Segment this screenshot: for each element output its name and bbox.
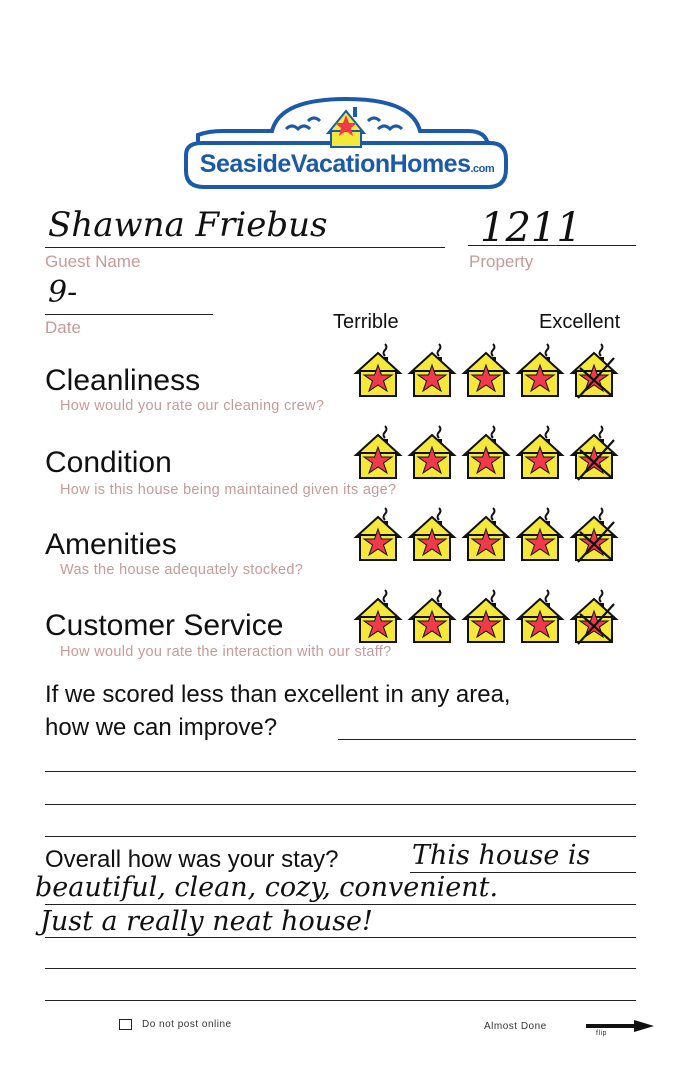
rating-house-icon[interactable] [514, 504, 566, 564]
rating-house-icon[interactable] [406, 340, 458, 400]
scale-high-label: Excellent [539, 311, 621, 333]
date-value: 9- [48, 275, 78, 310]
rating-houses[interactable] [352, 504, 612, 564]
overall-answer-line[interactable] [45, 1000, 636, 1001]
overall-answer-line[interactable] [45, 904, 636, 905]
do-not-post-label: Do not post online [142, 1019, 232, 1030]
guest-name-line [45, 247, 445, 248]
rating-house-icon[interactable] [514, 422, 566, 482]
rating-house-icon[interactable] [568, 340, 620, 400]
brand-main-text: SeasideVacationHomes [199, 150, 471, 178]
rating-house-icon[interactable] [514, 340, 566, 400]
rating-house-icon[interactable] [406, 586, 458, 646]
rating-hint: How is this house being maintained given its age? [60, 482, 397, 498]
rating-houses[interactable] [352, 586, 612, 646]
rating-house-icon[interactable] [460, 504, 512, 564]
logo-arch-graphic [168, 95, 524, 195]
improve-answer-line[interactable] [45, 804, 636, 805]
flip-label: flip [596, 1030, 607, 1037]
logo-house-icon [328, 107, 364, 147]
guest-name-label: Guest Name [45, 252, 141, 271]
rating-category: Customer Service [45, 609, 284, 642]
brand-logo [168, 95, 524, 195]
improve-answer-line[interactable] [45, 836, 636, 837]
almost-done-label: Almost Done [484, 1021, 547, 1032]
rating-hint: How would you rate the interaction with our staff? [60, 644, 392, 660]
rating-house-icon[interactable] [406, 422, 458, 482]
rating-house-icon[interactable] [568, 586, 620, 646]
scale-low-label: Terrible [333, 311, 399, 333]
rating-house-icon[interactable] [460, 340, 512, 400]
overall-answer-line[interactable] [45, 937, 636, 938]
brand-name [182, 150, 512, 179]
rating-house-icon[interactable] [568, 422, 620, 482]
rating-house-icon[interactable] [406, 504, 458, 564]
overall-answer-line1: This house is [412, 840, 591, 871]
date-label: Date [45, 318, 81, 337]
rating-hint: How would you rate our cleaning crew? [60, 398, 325, 414]
overall-answer-line3: Just a really neat house! [40, 906, 373, 937]
do-not-post-checkbox[interactable] [119, 1019, 132, 1030]
rating-houses[interactable] [352, 340, 612, 400]
rating-house-icon[interactable] [514, 586, 566, 646]
property-value: 1211 [480, 205, 582, 251]
rating-category: Amenities [45, 528, 177, 561]
rating-house-icon[interactable] [460, 586, 512, 646]
rating-house-icon[interactable] [352, 504, 404, 564]
rating-category: Condition [45, 446, 172, 479]
overall-answer-line[interactable] [45, 968, 636, 969]
rating-house-icon[interactable] [568, 504, 620, 564]
improve-answer-line[interactable] [45, 771, 636, 772]
date-line [45, 314, 213, 315]
rating-houses[interactable] [352, 422, 612, 482]
rating-house-icon[interactable] [352, 586, 404, 646]
improve-question-line2: how we can improve? [45, 714, 278, 741]
improve-answer-line[interactable] [338, 739, 636, 740]
rating-house-icon[interactable] [460, 422, 512, 482]
property-line [468, 245, 636, 246]
rating-category: Cleanliness [45, 364, 201, 397]
rating-hint: Was the house adequately stocked? [60, 562, 304, 578]
property-label: Property [469, 252, 534, 271]
guest-name-value: Shawna Friebus [48, 205, 328, 245]
overall-answer-line2: beautiful, clean, cozy, convenient. [35, 872, 499, 903]
improve-question-line1: If we scored less than excellent in any area, [45, 681, 511, 708]
overall-question: Overall how was your stay? [45, 846, 339, 873]
brand-suffix-text: .com [470, 163, 495, 175]
rating-house-icon[interactable] [352, 422, 404, 482]
rating-house-icon[interactable] [352, 340, 404, 400]
